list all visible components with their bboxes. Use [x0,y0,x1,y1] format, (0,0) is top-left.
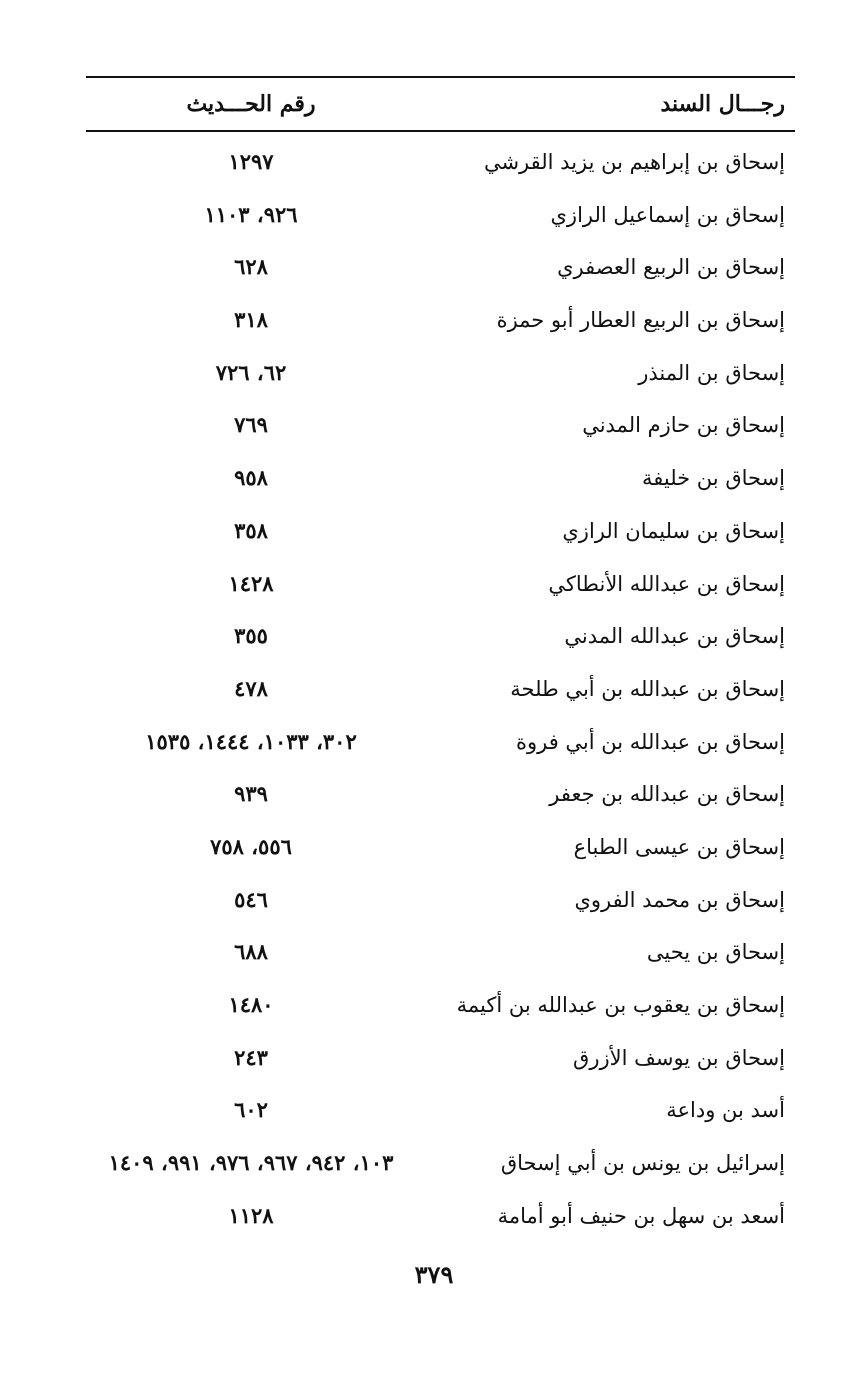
table-row [86,348,795,401]
table-row [86,927,795,980]
table-row [86,980,795,1033]
hadith-numbers: ٩٥٨ [234,465,268,491]
hadith-numbers: ٣٥٨ [234,517,268,543]
narrator-name: إسحاق بن يعقوب بن عبدالله بن أكيمة [456,993,785,1017]
table-body [86,137,795,1243]
narrator-name: إسحاق بن الربيع العصفري [557,255,785,280]
hadith-numbers: ٣١٨ [234,307,268,333]
hadith-numbers: ٦٢، ٧٢٦ [215,359,287,385]
hadith-numbers: ٣٠٢، ١٠٣٣، ١٤٤٤، ١٥٣٥ [145,728,357,754]
table-row [86,822,795,875]
table-row [86,1085,795,1138]
narrator-name: إسحاق بن عبدالله الأنطاكي [548,571,785,596]
hadith-numbers: ١٤٢٨ [228,570,274,596]
top-rule [86,76,795,78]
hadith-numbers: ٧٦٩ [234,412,268,438]
table-row [86,506,795,559]
narrator-name: إسحاق بن خليفة [641,466,785,491]
narrator-name: إسحاق بن الربيع العطار أبو حمزة [496,308,785,333]
narrator-name: إسرائيل بن يونس بن أبي إسحاق [500,1151,785,1176]
narrator-name: إسحاق بن إسماعيل الرازي [550,202,785,227]
table-row [86,190,795,243]
table-row [86,242,795,295]
narrator-name: إسحاق بن سليمان الرازي [562,518,785,543]
narrator-name: إسحاق بن يوسف الأزرق [573,1045,785,1070]
table-row [86,137,795,190]
hadith-numbers: ٥٤٦ [234,886,268,912]
hadith-numbers: ٥٥٦، ٧٥٨ [210,833,292,859]
header-hadith-number: رقم الحـــديث [186,91,316,117]
hadith-numbers: ١١٢٨ [228,1202,274,1228]
hadith-numbers: ١٢٩٧ [228,149,274,174]
hadith-numbers: ١٤٨٠ [228,992,274,1017]
table-row [86,1191,795,1244]
table-row [86,611,795,664]
narrator-name: إسحاق بن عيسى الطباع [573,834,785,859]
header-narrators: رجـــال السند [660,91,785,117]
table-row [86,1138,795,1191]
narrator-name: إسحاق بن محمد الفروي [574,887,785,912]
narrator-name: أسد بن وداعة [666,1098,785,1123]
hadith-numbers: ١٠٣، ٩٤٢، ٩٦٧، ٩٧٦، ٩٩١، ١٤٠٩ [108,1150,394,1176]
page-number: ٣٧٩ [414,1260,454,1289]
hadith-numbers: ٦٢٨ [234,254,268,280]
table-row [86,717,795,770]
narrator-name: إسحاق بن عبدالله المدني [564,624,785,649]
header-rule [86,130,795,132]
table-row [86,559,795,612]
hadith-numbers: ٤٧٨ [234,675,268,701]
narrator-name: إسحاق بن إبراهيم بن يزيد القرشي [483,150,785,174]
table-row [86,875,795,928]
narrator-name: إسحاق بن عبدالله بن أبي طلحة [510,676,785,701]
hadith-numbers: ٩٣٩ [234,781,268,807]
narrator-name: إسحاق بن يحيى [646,940,785,965]
table-header [86,82,795,128]
narrator-name: إسحاق بن عبدالله بن أبي فروة [515,729,785,754]
narrator-name: إسحاق بن حازم المدني [582,413,785,438]
narrator-name: أسعد بن سهل بن حنيف أبو أمامة [497,1203,785,1228]
table-row [86,400,795,453]
table-row [86,1033,795,1086]
hadith-numbers: ٦٠٢ [234,1097,268,1123]
hadith-numbers: ٦٨٨ [234,939,268,965]
hadith-numbers: ٩٢٦، ١١٠٣ [204,201,298,227]
table-row [86,295,795,348]
hadith-numbers: ٢٤٣ [234,1044,268,1070]
narrator-name: إسحاق بن عبدالله بن جعفر [549,782,785,807]
table-row [86,664,795,717]
table-row [86,453,795,506]
table-row [86,769,795,822]
hadith-numbers: ٣٥٥ [234,623,268,649]
narrator-name: إسحاق بن المنذر [638,360,785,385]
